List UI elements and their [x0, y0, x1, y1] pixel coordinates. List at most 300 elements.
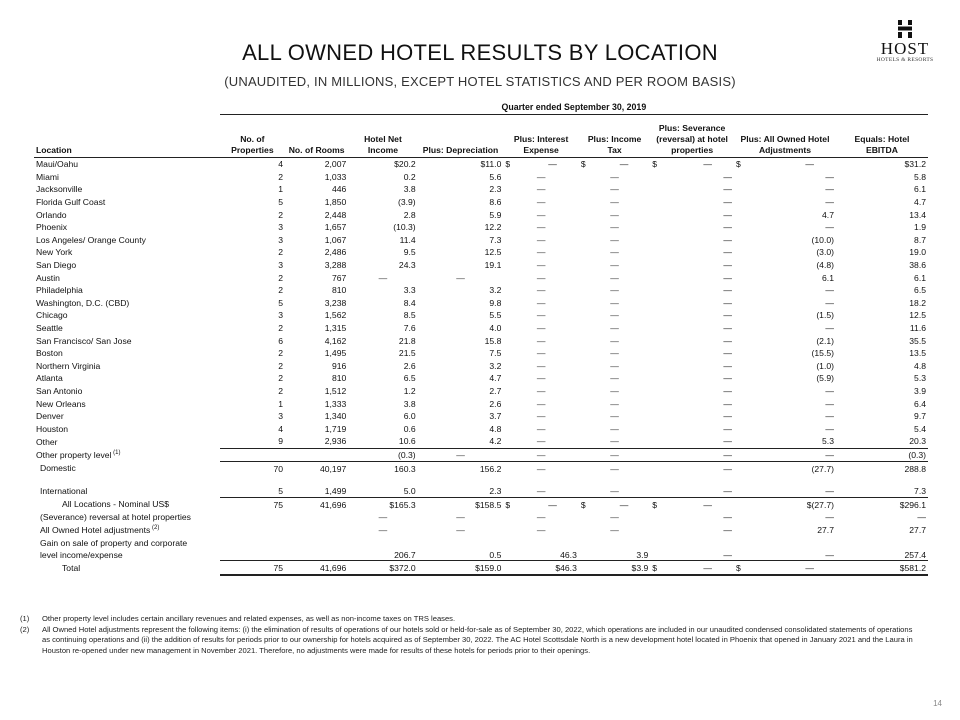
row-label: Florida Gulf Coast — [36, 197, 106, 208]
row-label: (Severance) reversal at hotel properties — [40, 512, 191, 523]
location-row — [34, 208, 928, 221]
table-cell: — — [610, 247, 619, 258]
table-cell: 3.8 — [403, 398, 416, 409]
table-cell: — — [610, 285, 619, 296]
table-cell: 1.9 — [914, 222, 926, 233]
table-cell: 70 — [220, 462, 285, 475]
table-cell: 2.6 — [403, 360, 416, 371]
row-label: Other property level $^{(1)}$ — [36, 449, 121, 460]
location-row — [34, 385, 928, 398]
table-cell: $581.2 — [836, 561, 928, 575]
row-label: Other — [36, 436, 58, 447]
table-cell: 3.2 — [489, 285, 502, 296]
table-cell: 41,696 — [285, 561, 348, 575]
table-cell: — — [734, 448, 836, 462]
table-cell: — — [723, 524, 732, 535]
table-cell: 2 — [278, 323, 284, 334]
table-cell: 3.9 — [914, 385, 926, 396]
table-cell: — — [536, 222, 546, 233]
table-cell: 2.8 — [403, 209, 416, 220]
table-cell: — — [536, 398, 546, 409]
table-cell: — — [610, 197, 619, 208]
footnote-text: All Owned Hotel adjustments represent the following items: (i) the elimination of results of operations of our hotels sold or held-for-sale as of September 30, 2022, which operations are included in our unaudited condensed consolidated statements of operations as continuing operations and (ii) the addition of results for periods prior to our ownership for hotels acquired as of September 30, 2022. The AC Hotel Scottsdale North is a new development hotel located in Phoenix that opened in January 2021 and the Laura in Houston re-opened under new management in November 2021. Therefore, no adjustments were made for results of these hotels for periods prior to their openings. — [42, 624, 913, 655]
table-cell: — — [825, 398, 834, 409]
location-row — [34, 360, 928, 373]
table-cell: (15.5) — [811, 348, 834, 359]
table-cell: 3 — [278, 411, 284, 422]
domestic-row — [34, 462, 928, 475]
row-label: International — [40, 486, 88, 497]
table-cell: — — [723, 184, 732, 195]
table-cell: — — [536, 436, 546, 447]
table-cell: — — [536, 247, 546, 258]
table-cell: — — [825, 197, 834, 208]
table-cell: 10.6 — [398, 436, 416, 447]
column-header: No. of Properties — [220, 115, 285, 158]
table-cell: — — [536, 184, 546, 195]
row-label: Washington, D.C. (CBD) — [36, 297, 130, 308]
table-cell: 19.1 — [484, 260, 502, 271]
table-cell: 7.3 — [489, 234, 502, 245]
table-cell: — — [610, 411, 619, 422]
table-cell: 5 — [278, 297, 284, 308]
table-cell: 8.6 — [489, 197, 502, 208]
table-cell: — — [610, 310, 619, 321]
table-cell: — — [536, 385, 546, 396]
table-cell: 288.8 — [836, 462, 928, 475]
row-label: Seattle — [36, 323, 63, 334]
table-cell: (10.3) — [393, 222, 416, 233]
table-cell: — — [723, 385, 732, 396]
table-cell: 5.8 — [914, 171, 926, 182]
results-table — [34, 100, 928, 576]
table-cell: — — [610, 297, 619, 308]
location-row — [34, 297, 928, 310]
row-label: Miami — [36, 171, 59, 182]
table-cell: 8.5 — [403, 310, 416, 321]
table-cell: — — [650, 448, 734, 462]
table-cell: 3 — [278, 222, 284, 233]
table-cell: 257.4 — [904, 550, 926, 561]
table-cell: 3 — [278, 310, 284, 321]
location-row — [34, 246, 928, 259]
table-cell: 3.8 — [403, 184, 416, 195]
table-cell: $(27.7) — [734, 498, 836, 511]
table-cell: $158.5 — [418, 498, 504, 511]
page-number: 14 — [933, 699, 942, 708]
table-cell: 3.2 — [489, 360, 502, 371]
table-cell: — — [610, 512, 619, 523]
table-cell: $ — — [735, 159, 814, 170]
table-cell: 6.1 — [914, 184, 926, 195]
total-row — [34, 561, 928, 575]
table-cell: 24.3 — [398, 260, 416, 271]
table-cell: 27.7 — [909, 524, 926, 535]
row-label: Phoenix — [36, 222, 68, 233]
table-cell: 41,696 — [285, 498, 348, 511]
table-cell — [220, 524, 285, 537]
table-cell: 8.4 — [403, 297, 416, 308]
column-header: Plus: Severance (reversal) at hotel properties — [650, 115, 734, 158]
table-cell: 11.4 — [399, 234, 416, 245]
table-cell: 2.7 — [489, 385, 502, 396]
table-cell: — — [723, 209, 732, 220]
table-cell: — — [610, 436, 619, 447]
table-cell: — — [610, 209, 619, 220]
table-cell — [285, 448, 348, 462]
table-cell: 13.4 — [909, 209, 926, 220]
host-logo-mark-icon — [897, 20, 913, 38]
table-cell: — — [825, 385, 834, 396]
table-cell: 6.1 — [822, 272, 834, 283]
row-label: Philadelphia — [36, 285, 83, 296]
gain-row — [34, 536, 928, 561]
row-label: Houston — [36, 423, 69, 434]
footnote-number: (2) — [20, 624, 30, 634]
table-cell: $ — — [734, 561, 836, 575]
table-cell: — — [456, 512, 465, 523]
table-cell: — — [825, 486, 834, 497]
table-cell: — — [536, 285, 546, 296]
footnote-text: Other property level includes certain ancillary revenues and related expenses, as well as non-income taxes on TRS leases. — [42, 614, 456, 623]
table-cell: 4.8 — [489, 423, 502, 434]
table-cell: — — [536, 486, 546, 497]
period-header: Quarter ended September 30, 2019 — [220, 100, 928, 115]
table-cell: — — [723, 260, 732, 271]
table-cell: 1,499 — [324, 486, 347, 497]
table-cell: $11.0 — [480, 159, 502, 170]
table-cell: 2.3 — [489, 184, 502, 195]
table-cell: — — [723, 398, 732, 409]
host-logo — [870, 20, 940, 63]
location-row — [34, 259, 928, 272]
column-header: Hotel Net Income — [348, 115, 417, 158]
table-cell: 7.5 — [489, 348, 502, 359]
row-label: Jacksonville — [36, 184, 83, 195]
row-label: Austin — [36, 272, 60, 283]
location-row — [34, 410, 928, 423]
table-cell: 1,067 — [324, 234, 347, 245]
table-cell: 1,033 — [324, 171, 347, 182]
table-cell: 1,719 — [324, 423, 347, 434]
row-label: All Owned Hotel adjustments $^{(2)}$ — [40, 524, 160, 535]
row-label: Orlando — [36, 209, 67, 220]
table-cell: — — [917, 512, 926, 523]
table-cell: 4.8 — [914, 360, 926, 371]
location-row — [34, 322, 928, 335]
location-row — [34, 171, 928, 184]
table-cell: $159.0 — [418, 561, 504, 575]
table-cell: 9.7 — [914, 411, 926, 422]
table-cell: 160.3 — [348, 462, 417, 475]
table-cell: — — [610, 272, 619, 283]
logo-word: HOST — [880, 39, 930, 58]
table-cell: 4,162 — [324, 335, 347, 346]
table-cell: — — [723, 335, 732, 346]
table-cell: — — [610, 260, 619, 271]
table-cell: — — [456, 272, 465, 283]
table-cell: 1,340 — [324, 411, 347, 422]
table-cell: 1,562 — [324, 310, 347, 321]
table-cell: — — [536, 423, 546, 434]
spacer-row — [34, 475, 928, 485]
table-cell: (0.3) — [836, 448, 928, 462]
table-cell: — — [610, 524, 619, 535]
table-cell: 1,495 — [324, 348, 347, 359]
table-cell: 3 — [278, 234, 284, 245]
table-cell: 1,315 — [324, 323, 347, 334]
table-cell: 6.0 — [403, 411, 416, 422]
table-cell: — — [503, 462, 579, 475]
table-cell: 767 — [331, 272, 347, 283]
location-row — [34, 435, 928, 448]
table-cell: 2.6 — [489, 398, 502, 409]
table-cell: 0.5 — [489, 550, 502, 561]
table-cell: $ — — [503, 498, 579, 511]
row-label: San Antonio — [36, 385, 83, 396]
table-cell: (0.3) — [348, 448, 417, 462]
table-cell: 18.2 — [909, 297, 926, 308]
table-cell: — — [536, 524, 546, 535]
table-cell: 8.7 — [914, 234, 926, 245]
table-cell: 1 — [278, 184, 284, 195]
severance-row — [34, 511, 928, 524]
table-cell: — — [723, 423, 732, 434]
table-cell: — — [536, 360, 546, 371]
table-cell: — — [610, 222, 619, 233]
table-cell: $ — — [650, 498, 734, 511]
table-cell: — — [536, 348, 546, 359]
table-cell: 4 — [278, 423, 284, 434]
table-cell: $ — — [580, 159, 629, 170]
table-cell: 75 — [220, 498, 285, 511]
all-locations-row — [34, 498, 928, 511]
table-cell: — — [825, 512, 834, 523]
table-cell: — — [723, 272, 732, 283]
table-body — [34, 158, 928, 575]
logo-subword: HOTELS & RESORTS — [876, 57, 934, 63]
column-header: Plus: Interest Expense — [503, 115, 579, 158]
location-row — [34, 158, 928, 171]
table-cell: 2 — [278, 385, 284, 396]
table-cell: 4.7 — [822, 209, 834, 220]
table-cell: — — [825, 550, 834, 561]
table-cell: — — [456, 524, 465, 535]
table-cell: — — [610, 171, 619, 182]
location-row — [34, 397, 928, 410]
row-label: Denver — [36, 411, 64, 422]
table-cell: 206.7 — [394, 550, 416, 561]
table-cell: 27.7 — [817, 524, 834, 535]
table-cell: 1,850 — [324, 197, 347, 208]
table-cell: 19.0 — [909, 247, 926, 258]
table-cell: — — [610, 323, 619, 334]
table-cell: 0.2 — [403, 171, 416, 182]
table-cell: — — [723, 348, 732, 359]
table-cell: (4.8) — [816, 260, 834, 271]
table-cell: — — [610, 423, 619, 434]
table-cell: $ — — [505, 159, 557, 170]
table-cell: 9.8 — [489, 297, 502, 308]
table-cell: 21.8 — [398, 335, 416, 346]
row-label: New Orleans — [36, 398, 86, 409]
table-cell: 4.0 — [489, 323, 502, 334]
table-cell: — — [723, 310, 732, 321]
table-cell: 1,657 — [324, 222, 347, 233]
table-cell: 3 — [278, 260, 284, 271]
table-cell: — — [536, 209, 546, 220]
table-cell: — — [825, 297, 834, 308]
table-cell: 75 — [220, 561, 285, 575]
table-cell: 3,238 — [324, 297, 347, 308]
table-cell — [220, 536, 285, 561]
table-cell: $296.1 — [836, 498, 928, 511]
table-cell: — — [536, 234, 546, 245]
location-row — [34, 271, 928, 284]
table-cell: (5.9) — [816, 373, 834, 384]
table-cell: 2,448 — [324, 209, 347, 220]
table-cell: 11.6 — [909, 323, 926, 334]
table-cell: 3,288 — [324, 260, 347, 271]
table-cell: — — [723, 360, 732, 371]
location-row — [34, 334, 928, 347]
table-cell: 5.5 — [489, 310, 502, 321]
row-label: San Diego — [36, 260, 77, 271]
table-cell: 20.3 — [909, 436, 926, 447]
table-cell: — — [723, 550, 732, 561]
table-cell: — — [723, 171, 732, 182]
table-cell: 35.5 — [909, 335, 926, 346]
table-cell: — — [650, 462, 734, 475]
table-cell: — — [536, 373, 546, 384]
table-cell: — — [723, 247, 732, 258]
table-cell: — — [723, 285, 732, 296]
table-cell: 5 — [278, 486, 284, 497]
table-cell: 1,333 — [324, 398, 347, 409]
table-cell: — — [610, 348, 619, 359]
table-cell: — — [536, 260, 546, 271]
table-cell: $46.3 — [503, 561, 579, 575]
table-cell: 2 — [278, 373, 284, 384]
page-title: ALL OWNED HOTEL RESULTS BY LOCATION — [242, 40, 718, 65]
row-label: Atlanta — [36, 373, 63, 384]
table-cell: — — [723, 436, 732, 447]
table-cell: 12.5 — [484, 247, 502, 258]
table-cell: 15.8 — [484, 335, 502, 346]
table-cell: — — [825, 222, 834, 233]
table-cell: 1,512 — [324, 385, 347, 396]
table-cell: — — [536, 323, 546, 334]
table-cell: — — [536, 310, 546, 321]
table-cell: 2 — [278, 247, 284, 258]
table-cell: 38.6 — [909, 260, 926, 271]
table-cell: — — [825, 184, 834, 195]
row-label: San Francisco/ San Jose — [36, 335, 132, 346]
column-header-row — [34, 115, 928, 158]
table-cell: 12.5 — [909, 310, 926, 321]
row-label: New York — [36, 247, 73, 258]
table-cell: 40,197 — [285, 462, 348, 475]
table-cell: 2,486 — [324, 247, 347, 258]
table-cell: — — [610, 234, 619, 245]
table-cell: — — [610, 373, 619, 384]
table-cell: $ — — [652, 159, 712, 170]
table-cell: — — [610, 360, 619, 371]
table-cell — [285, 524, 348, 537]
row-label: Northern Virginia — [36, 360, 101, 371]
location-row — [34, 221, 928, 234]
table-cell: 2 — [278, 272, 284, 283]
row-label: Los Angeles/ Orange County — [36, 234, 146, 245]
footnotes — [20, 614, 920, 656]
table-cell: 3.7 — [489, 411, 502, 422]
column-header: Plus: All Owned Hotel Adjustments — [734, 115, 836, 158]
location-row — [34, 372, 928, 385]
table-cell: — — [579, 462, 650, 475]
table-cell: — — [536, 297, 546, 308]
table-cell: (1.5) — [816, 310, 834, 321]
table-cell: 4 — [278, 159, 284, 170]
table-cell: 4.2 — [489, 436, 502, 447]
table-cell: 2 — [278, 348, 284, 359]
column-header: Plus: Income Tax — [579, 115, 650, 158]
table-cell: 2 — [278, 360, 284, 371]
table-cell: — — [536, 411, 546, 422]
table-cell: 6.4 — [914, 398, 926, 409]
table-cell — [285, 511, 348, 524]
table-cell: — — [610, 385, 619, 396]
table-cell: 13.5 — [909, 348, 926, 359]
table-cell: 6.1 — [914, 272, 926, 283]
table-cell: (1.0) — [816, 360, 834, 371]
table-cell: 4.7 — [914, 197, 926, 208]
table-cell: — — [536, 335, 546, 346]
table-cell: (3.9) — [397, 197, 416, 208]
table-cell: — — [825, 285, 834, 296]
column-header: No. of Rooms — [285, 115, 348, 158]
table-cell: — — [610, 486, 619, 497]
table-cell: — — [579, 448, 650, 462]
table-cell: 6 — [278, 335, 284, 346]
table-cell: — — [610, 398, 619, 409]
row-label: Boston — [36, 348, 63, 359]
table-cell: 2 — [278, 209, 284, 220]
row-label: All Locations - Nominal US$ — [62, 499, 169, 510]
table-cell: (10.0) — [811, 234, 834, 245]
table-cell: 5 — [278, 197, 284, 208]
table-cell: — — [378, 524, 388, 535]
table-cell: — — [610, 184, 619, 195]
table-cell: — — [723, 486, 732, 497]
table-cell: — — [825, 411, 834, 422]
location-row — [34, 196, 928, 209]
table-cell: 2 — [278, 171, 284, 182]
table-cell: — — [723, 222, 732, 233]
table-cell: 3.9 — [636, 550, 649, 561]
location-row — [34, 284, 928, 297]
column-header: Equals: Hotel EBITDA — [836, 115, 928, 158]
table-cell: 7.3 — [914, 486, 926, 497]
footnote-2 — [20, 625, 920, 657]
table-cell: 0.6 — [403, 423, 416, 434]
table-cell: 2,936 — [324, 436, 347, 447]
table-cell: 12.2 — [484, 222, 502, 233]
row-label: Maui/Oahu — [36, 159, 79, 170]
location-row — [34, 309, 928, 322]
table-cell — [285, 536, 348, 561]
table-cell: 21.5 — [398, 348, 416, 359]
other-property-row — [34, 448, 928, 462]
